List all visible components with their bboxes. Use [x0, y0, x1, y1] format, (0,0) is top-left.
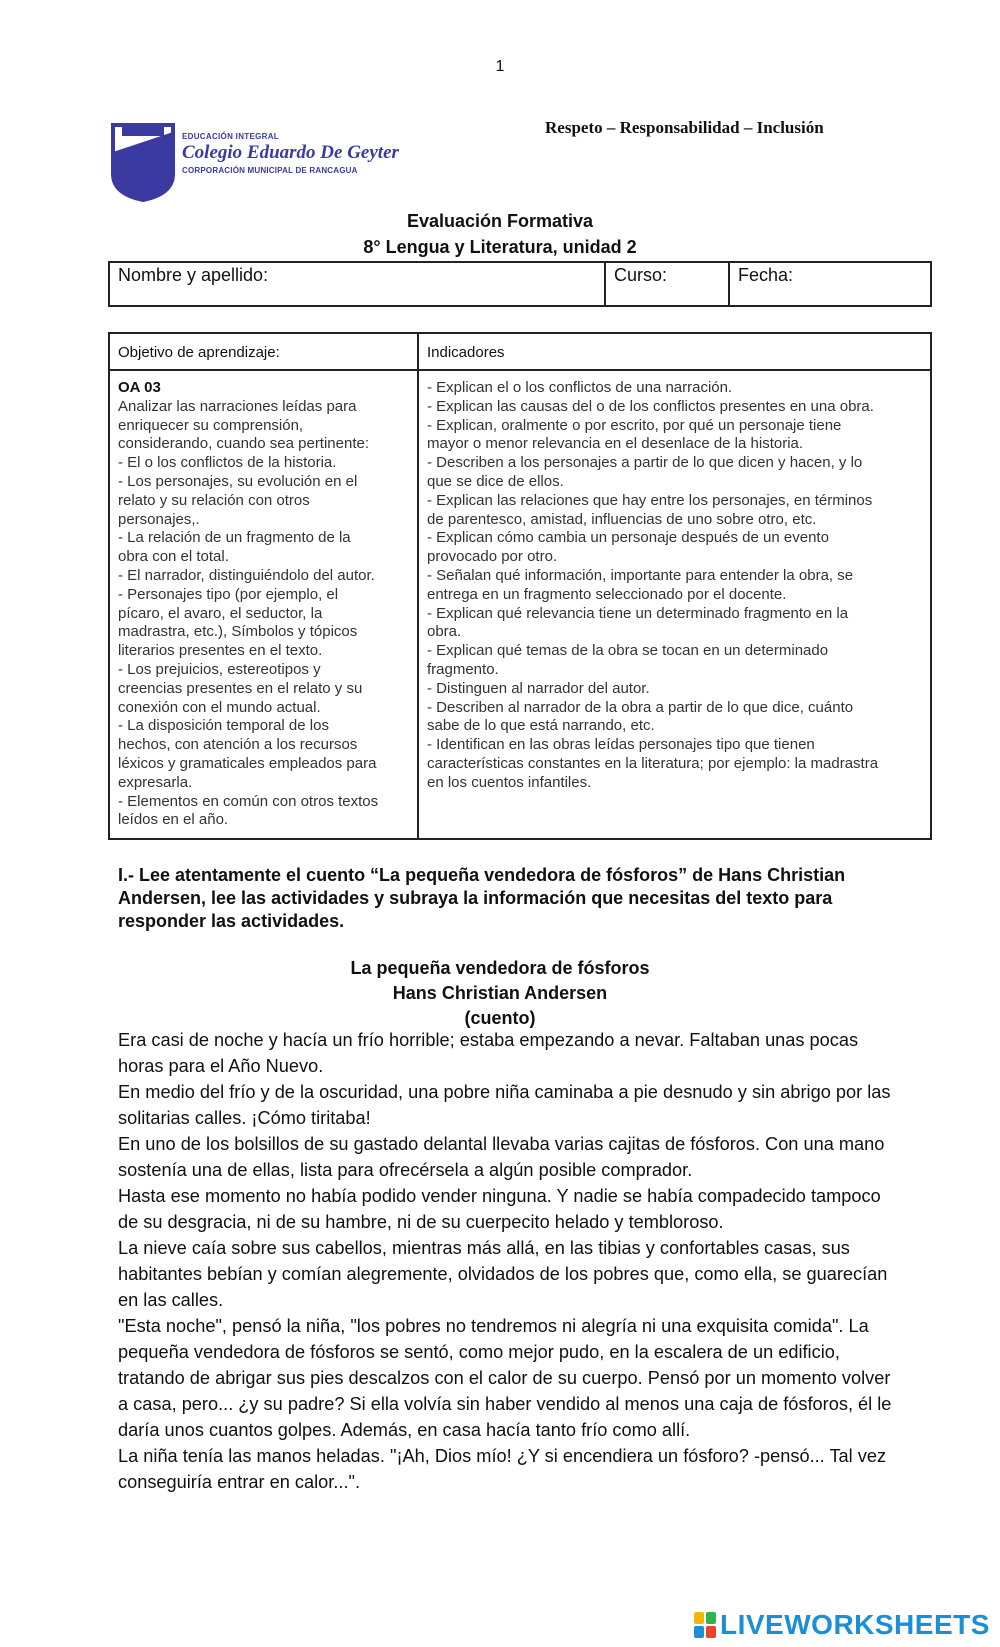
objective-line: - Los prejuicios, estereotipos y: [118, 660, 321, 678]
oa-code: OA 03: [118, 379, 161, 396]
objective-line: relato y su relación con otros: [118, 491, 310, 509]
objective-line: hechos, con atención a los recursos: [118, 736, 358, 754]
indicator-line: - Distinguen al narrador del autor.: [427, 679, 650, 697]
indicator-line: que se dice de ellos.: [427, 472, 564, 490]
objective-line: - El o los conflictos de la historia.: [118, 454, 337, 472]
indicator-line: fragmento.: [427, 660, 499, 678]
indicator-line: - Explican las relaciones que hay entre los personajes, en términos: [427, 491, 873, 509]
objectives-table-header: [110, 334, 930, 371]
objective-line: personajes,.: [118, 510, 200, 528]
objective-header: Objetivo de aprendizaje:: [110, 334, 419, 369]
story-paragraph: "Esta noche", pensó la niña, "los pobres no tendremos ni alegría ni una exquisita comida". La pequeña vendedora de fósforos se sentó, como mejor pudo, en la escalera de un edificio, tratando de abrigar sus pies descalzos con el calor de su cuerpo. Pensó por un momento volver a casa, pero... ¿y su padre? Si ella volvía sin haber vendido al menos una caja de fósforos, él le daría unos cuantos golpes. Además, en casa hacía tanto frío como allí.: [118, 1316, 892, 1440]
document-subtitle: 8° Lengua y Literatura, unidad 2: [363, 237, 637, 257]
indicator-line: entrega en un fragmento seleccionado por el docente.: [427, 585, 787, 603]
logo-line-1: EDUCACIÓN INTEGRAL: [182, 132, 279, 141]
objective-line: pícaro, el avaro, el seductor, la: [118, 604, 323, 622]
indicator-line: mayor o menor relevancia en el desenlace de la historia.: [427, 435, 804, 453]
story-author: Hans Christian Andersen: [392, 983, 608, 1003]
story-paragraph: En medio del frío y de la oscuridad, una pobre niña caminaba a pie desnudo y sin abrigo por las solitarias calles. ¡Cómo tiritaba!: [118, 1082, 891, 1128]
objective-line: expresarla.: [118, 773, 193, 791]
story-genre: (cuento): [464, 1008, 536, 1028]
objective-line: obra con el total.: [118, 548, 229, 566]
date-field[interactable]: Fecha:: [738, 265, 794, 285]
objective-line: - La relación de un fragmento de la: [118, 529, 351, 547]
indicator-line: de parentesco, amistad, influencias de uno sobre otro, etc.: [427, 510, 817, 528]
indicator-line: - Describen al narrador de la obra a partir de lo que dice, cuánto: [427, 698, 854, 716]
objective-line: creencias presentes en el relato y su: [118, 679, 363, 697]
indicator-line: obra.: [427, 623, 462, 641]
indicator-lines: [427, 379, 922, 793]
objective-line: madrastra, etc.), Símbolos y tópicos: [118, 623, 358, 641]
indicator-line: - Explican qué relevancia tiene un determinado fragmento en la: [427, 604, 849, 622]
story-paragraph: Hasta ese momento no había podido vender ninguna. Y nadie se había compadecido tampoco de su desgracia, ni de su hambre, ni de su cuerpecito helado y tembloroso.: [118, 1186, 881, 1232]
liveworksheets-brand: LIVEWORKSHEETS: [720, 1609, 990, 1640]
indicator-line: sabe de lo que está narrando, etc.: [427, 717, 655, 735]
objective-line: literarios presentes en el texto.: [118, 642, 323, 660]
indicator-line: - Explican el o los conflictos de una narración.: [427, 379, 733, 396]
indicator-line: - Señalan qué información, importante para entender la obra, se: [427, 566, 854, 584]
indicator-line: en los cuentos infantiles.: [427, 773, 592, 791]
story-paragraph: En uno de los bolsillos de su gastado delantal llevaba varias cajitas de fósforos. Con una mano sostenía una de ellas, lista para ofrecérsela a algún posible comprador.: [118, 1134, 885, 1180]
school-crest-icon: [110, 122, 176, 202]
objective-line: enriquecer su comprensión,: [118, 416, 304, 434]
school-motto: Respeto – Responsabilidad – Inclusión: [545, 118, 824, 137]
objective-line: - Elementos en común con otros textos: [118, 792, 379, 810]
student-info-table: [108, 261, 932, 307]
indicator-line: - Identifican en las obras leídas personajes tipo que tienen: [427, 736, 815, 754]
objective-line: - El narrador, distinguiéndolo del autor.: [118, 566, 375, 584]
indicator-line: características constantes en la literatura; por ejemplo: la madrastra: [427, 754, 879, 772]
activity-instruction: I.- Lee atentamente el cuento “La pequeña vendedora de fósforos” de Hans Christian Andersen, lee las actividades y subraya la información que necesitas del texto para responder las actividades.: [118, 865, 846, 931]
indicator-line: - Explican, oralmente o por escrito, por qué un personaje tiene: [427, 416, 842, 434]
indicator-line: provocado por otro.: [427, 548, 558, 566]
story-paragraph: La nieve caía sobre sus cabellos, mientras más allá, en las tibias y confortables casas, sus habitantes bebían y comían alegremente, olvidados de los pobres que, como ella, se guarecían en las calles.: [118, 1238, 888, 1310]
school-logo: [110, 122, 410, 204]
objective-line: léxicos y gramaticales empleados para: [118, 754, 377, 772]
objective-line: Analizar las narraciones leídas para: [118, 397, 357, 415]
objectives-table-body: [110, 371, 930, 838]
logo-line-3: CORPORACIÓN MUNICIPAL DE RANCAGUA: [182, 166, 358, 175]
page-number: 1: [495, 58, 505, 75]
objective-line: considerando, cuando sea pertinente:: [118, 435, 370, 453]
objective-line: - La disposición temporal de los: [118, 717, 329, 735]
objective-line: - Los personajes, su evolución en el: [118, 472, 358, 490]
objective-line: conexión con el mundo actual.: [118, 698, 321, 716]
story-body: [118, 1027, 898, 1495]
course-field[interactable]: Curso:: [606, 263, 730, 305]
indicators-header: Indicadores: [427, 344, 505, 361]
objectives-table: [108, 332, 932, 840]
name-field[interactable]: Nombre y apellido:: [110, 263, 606, 305]
liveworksheets-logo: [694, 1610, 990, 1640]
indicators-cell: [419, 371, 930, 838]
indicator-line: - Explican las causas del o de los conflictos presentes en una obra.: [427, 397, 874, 415]
liveworksheets-icon: [694, 1612, 716, 1638]
indicator-line: - Explican cómo cambia un personaje después de un evento: [427, 529, 829, 547]
objective-cell: [110, 371, 419, 838]
logo-line-2: Colegio Eduardo De Geyter: [182, 142, 399, 163]
story-paragraph: La niña tenía las manos heladas. "¡Ah, Dios mío! ¿Y si encendiera un fósforo? -pensó... Tal vez conseguiría entrar en calor...".: [118, 1446, 887, 1492]
document-title: Evaluación Formativa: [406, 211, 594, 231]
objective-line: leídos en el año.: [118, 811, 229, 829]
objective-line: - Personajes tipo (por ejemplo, el: [118, 585, 339, 603]
indicator-line: - Describen a los personajes a partir de lo que dicen y hacen, y lo: [427, 454, 863, 472]
story-paragraph: Era casi de noche y hacía un frío horrible; estaba empezando a nevar. Faltaban unas pocas horas para el Año Nuevo.: [118, 1030, 859, 1076]
story-title: La pequeña vendedora de fósforos: [350, 958, 650, 978]
objective-lines: [118, 398, 409, 830]
indicator-line: - Explican qué temas de la obra se tocan en un determinado: [427, 642, 829, 660]
